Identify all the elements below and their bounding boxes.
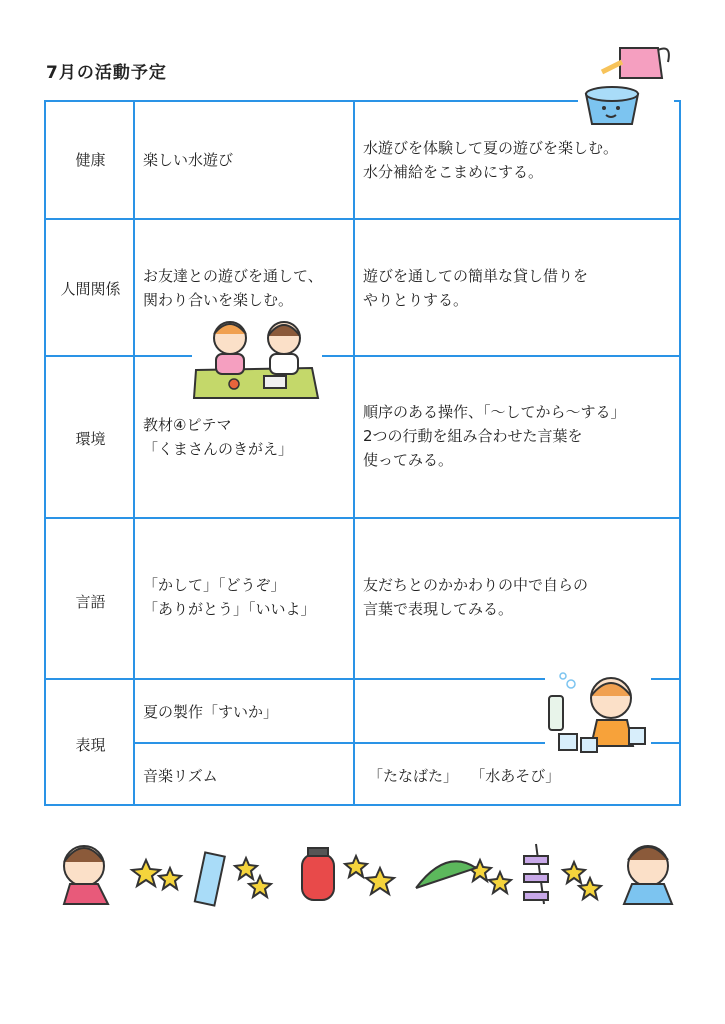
activity-cell: 「かして」「どうぞ」 「ありがとう」「いいよ」 — [143, 576, 316, 618]
activity-cell: 音楽リズム — [143, 767, 218, 785]
activity-cell: お友達との遊びを通して、 関わり合いを楽しむ。 — [143, 267, 323, 309]
category-cell: 人間関係 — [60, 280, 121, 298]
goal-cell: 順序のある操作、「～してから～する」 2つの行動を組み合わせた言葉を 使ってみる。 — [363, 403, 626, 469]
orihime-icon — [64, 846, 108, 904]
lantern-icon — [302, 848, 334, 900]
streamer-icon — [524, 844, 548, 904]
activity-cell: 楽しい水遊び — [143, 151, 234, 169]
hikoboshi-icon — [624, 846, 672, 904]
tanabata-decoration-border — [50, 838, 680, 910]
category-cell: 健康 — [75, 151, 106, 169]
bamboo-leaf-icon — [416, 861, 476, 888]
page-title: 7月の活動予定 — [46, 63, 167, 83]
tanzaku-icon — [195, 852, 225, 905]
children-picnic-illustration — [192, 316, 322, 400]
goal-cell: 友だちとのかかわりの中で自らの 言葉で表現してみる。 — [363, 576, 589, 618]
goal-cell: 「たなばた」 「水あそび」 — [368, 767, 561, 785]
category-cell: 環境 — [75, 430, 106, 448]
category-cell: 言語 — [75, 593, 106, 611]
activity-cell: 夏の製作「すいか」 — [143, 703, 279, 721]
goal-cell: 遊びを通しての簡単な貸し借りを やりとりする。 — [363, 267, 589, 309]
category-cell: 表現 — [75, 736, 106, 754]
watering-can-bucket-icon — [578, 38, 674, 130]
girl-water-play-illustration — [545, 668, 651, 760]
goal-cell: 水遊びを体験して夏の遊びを楽しむ。 水分補給をこまめにする。 — [363, 139, 619, 181]
activity-cell: 教材④ピテマ 「くまさんのきがえ」 — [143, 416, 294, 458]
